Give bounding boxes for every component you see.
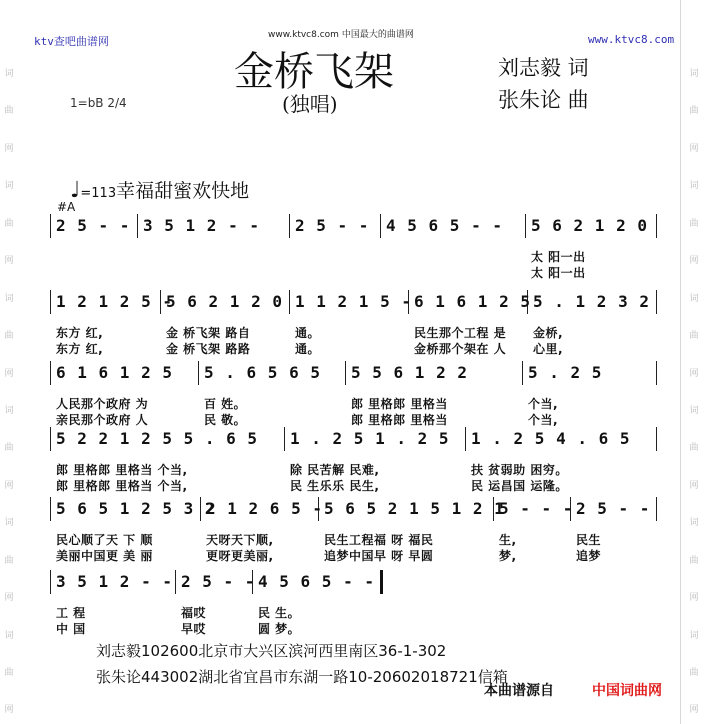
- final-barline: [380, 570, 383, 594]
- measure-notes: 4 5 6 5 - -: [386, 216, 503, 235]
- lyric-verse-1: 生,: [499, 533, 517, 547]
- lyric-verse-2: 通。: [295, 342, 321, 356]
- lyric-verse-2: 更呀更美丽,: [206, 549, 274, 563]
- barline: [50, 214, 51, 238]
- lyric-verse-2: 追梦: [576, 549, 602, 563]
- barline: [525, 214, 526, 238]
- side-watermark-char: 网: [689, 593, 699, 604]
- lyric-verse-2: 金 桥飞架 路路: [166, 342, 251, 356]
- lyric-verse-1: 福哎: [181, 606, 207, 620]
- side-watermark-char: 网: [4, 480, 14, 491]
- measure-notes: 2 5 - -: [576, 499, 651, 518]
- measure-notes: 3 5 1 2 - -: [56, 572, 173, 591]
- barline: [656, 497, 657, 521]
- barline: [137, 214, 138, 238]
- side-watermark-char: 曲: [4, 443, 14, 454]
- lyric-verse-2: 圆 梦。: [258, 622, 301, 636]
- side-watermark-char: 曲: [4, 106, 14, 117]
- lyric-verse-1: 金 桥飞架 路自: [166, 326, 251, 340]
- side-watermark-char: 曲: [689, 331, 699, 342]
- measure-notes: 1 . 2 5 1 . 2 5: [290, 429, 450, 448]
- measure-notes: 2 1 2 6 5 -: [206, 499, 323, 518]
- lyric-verse-2: 亲民那个政府 人: [56, 413, 149, 427]
- lyric-verse-1: 民生那个工程 是: [414, 326, 507, 340]
- tempo-text: 幸福甜蜜欢快地: [116, 180, 250, 202]
- lyric-verse-2: 金桥那个架在 人: [414, 342, 507, 356]
- lyric-verse-1: 郎 里格郎 里格当 个当,: [56, 463, 188, 477]
- lyric-verse-1: 太 阳一出: [531, 250, 586, 264]
- watermark-left: ktv查吧曲谱网: [34, 35, 109, 48]
- side-watermark-char: 网: [689, 256, 699, 267]
- lyric-verse-2: 美丽中国更 美 丽: [56, 549, 153, 563]
- barline: [465, 427, 466, 451]
- barline: [522, 361, 523, 385]
- modulation-mark: #A: [57, 200, 76, 214]
- side-watermark-char: 网: [4, 705, 14, 716]
- lyric-verse-1: 人民那个政府 为: [56, 397, 149, 411]
- side-watermark-char: 词: [4, 69, 14, 79]
- measure-notes: 6 1 6 1 2 5: [56, 363, 173, 382]
- composer-credit: 张朱论 曲: [498, 88, 589, 112]
- side-watermark-char: 词: [4, 518, 14, 529]
- lyric-verse-1: 东方 红,: [56, 326, 104, 340]
- measure-notes: 2 5 - -: [181, 572, 256, 591]
- barline: [50, 570, 51, 594]
- barline: [656, 214, 657, 238]
- measure-notes: 1 2 1 2 5 -: [56, 292, 173, 311]
- side-watermark-char: 网: [4, 256, 14, 267]
- side-watermark-char: 词: [4, 630, 14, 641]
- lyric-verse-1: 民生: [576, 533, 602, 547]
- measure-notes: 5 . 6 5 6 5: [204, 363, 321, 382]
- song-subtitle: (独唱): [282, 92, 338, 116]
- lyricist-credit: 刘志毅 词: [498, 56, 589, 80]
- measure-notes: 5 . 1 2 3 2: [533, 292, 650, 311]
- side-watermark-char: 曲: [689, 106, 699, 117]
- tempo-number: =113: [80, 186, 117, 201]
- measure-notes: 5 2 2 1 2 5 5 . 6 5: [56, 429, 259, 448]
- side-watermark-char: 词: [689, 630, 699, 641]
- measure-notes: 4 5 6 5 - -: [258, 572, 375, 591]
- tempo-marking: [70, 176, 249, 203]
- side-watermark-char: 网: [689, 480, 699, 491]
- lyric-verse-2: 民 生乐乐 民生,: [290, 479, 380, 493]
- side-watermark-char: 曲: [4, 668, 14, 678]
- side-watermark-char: 词: [689, 405, 699, 416]
- lyric-verse-1: 百 姓。: [204, 397, 247, 411]
- barline: [345, 361, 346, 385]
- lyric-verse-1: 民心顺了天 下 顺: [56, 533, 153, 547]
- lyric-verse-2: 梦,: [499, 549, 517, 563]
- side-watermark-char: 词: [689, 181, 699, 192]
- lyric-verse-2: 郎 里格郎 里格当: [351, 413, 448, 427]
- side-watermark-char: 词: [4, 405, 14, 416]
- measure-notes: 1 . 2 5 4 . 6 5: [471, 429, 631, 448]
- lyric-verse-1: 民生工程福 呀 福民: [324, 533, 434, 547]
- measure-notes: 6 1 6 1 2 5: [414, 292, 531, 311]
- barline: [284, 427, 285, 451]
- barline: [175, 570, 176, 594]
- barline: [656, 290, 657, 314]
- measure-notes: 3 5 1 2 - -: [143, 216, 260, 235]
- lyric-verse-1: 通。: [295, 326, 321, 340]
- composer-address: 张朱论443002湖北省宜昌市东湖一路10-20602018721信箱: [96, 668, 508, 686]
- barline: [50, 427, 51, 451]
- measure-notes: 5 6 2 1 2 0: [531, 216, 648, 235]
- lyric-verse-2: 中 国: [56, 622, 86, 636]
- lyric-verse-2: 追梦中国早 呀 早圆: [324, 549, 434, 563]
- side-watermark-char: 网: [4, 143, 14, 154]
- measure-notes: 5 6 5 2 1 5 1 2 1: [324, 499, 505, 518]
- barline: [380, 214, 381, 238]
- barline: [198, 361, 199, 385]
- lyric-verse-1: 郎 里格郎 里格当: [351, 397, 448, 411]
- lyric-verse-1: 金桥,: [533, 326, 564, 340]
- side-watermark-char: 曲: [689, 555, 699, 566]
- lyric-verse-1: 扶 贫弱助 困穷。: [471, 463, 568, 477]
- side-watermark-char: 词: [689, 518, 699, 529]
- measure-notes: 2 5 - -: [295, 216, 370, 235]
- watermark-center-text: 中国最大的曲谱网: [341, 30, 414, 40]
- lyric-verse-2: 东方 红,: [56, 342, 104, 356]
- lyric-verse-2: 早哎: [181, 622, 207, 636]
- lyric-verse-2: 民 运昌国 运隆。: [471, 479, 568, 493]
- barline: [50, 290, 51, 314]
- lyricist-address: 刘志毅102600北京市大兴区滨河西里南区36-1-302: [96, 642, 447, 660]
- barline: [656, 361, 657, 385]
- measure-notes: 5 5 6 1 2 2: [351, 363, 468, 382]
- side-watermark-char: 曲: [689, 668, 699, 678]
- lyric-verse-2: 心里,: [533, 342, 564, 356]
- side-watermark-char: 曲: [4, 331, 14, 342]
- lyric-verse-2: 太 阳一出: [531, 266, 586, 280]
- lyric-verse-1: 工 程: [56, 606, 86, 620]
- lyric-verse-1: 民 生。: [258, 606, 301, 620]
- source-site: 中国词曲网: [592, 683, 662, 699]
- lyric-verse-1: 天呀天下顺,: [206, 533, 274, 547]
- side-watermark-char: 网: [689, 143, 699, 154]
- lyric-verse-1: 个当,: [528, 397, 559, 411]
- side-watermark-char: 词: [4, 293, 14, 304]
- watermark-center: [268, 27, 414, 40]
- side-watermark-char: 曲: [689, 443, 699, 454]
- side-watermark-char: 网: [4, 593, 14, 604]
- measure-notes: 2 5 - -: [56, 216, 131, 235]
- key-signature: 1=bB 2/4: [70, 96, 127, 110]
- measure-notes: 5 6 2 1 2 0: [166, 292, 283, 311]
- side-watermark-left: [3, 70, 15, 716]
- barline: [289, 214, 290, 238]
- measure-notes: 5 . 2 5: [528, 363, 603, 382]
- barline: [289, 290, 290, 314]
- measure-notes: 1 1 2 1 5 -: [295, 292, 412, 311]
- measure-notes: 5 - - -: [499, 499, 574, 518]
- barline: [50, 497, 51, 521]
- lyric-verse-2: 民 敬。: [204, 413, 247, 427]
- quarter-note-icon: ♩: [70, 178, 81, 203]
- side-watermark-char: 网: [689, 368, 699, 379]
- side-watermark-char: 词: [689, 69, 699, 79]
- source-label: 本曲谱源自: [484, 683, 554, 699]
- page-frame-line: [680, 0, 681, 724]
- barline: [656, 427, 657, 451]
- side-watermark-char: 曲: [4, 555, 14, 566]
- lyric-verse-2: 个当,: [528, 413, 559, 427]
- side-watermark-char: 词: [4, 181, 14, 192]
- song-title: 金桥飞架: [234, 49, 394, 95]
- side-watermark-char: 网: [689, 705, 699, 716]
- side-watermark-char: 曲: [689, 218, 699, 229]
- measure-notes: 5 6 5 1 2 5 3 2: [56, 499, 216, 518]
- side-watermark-char: 网: [4, 368, 14, 379]
- side-watermark-char: 曲: [4, 218, 14, 229]
- lyric-verse-2: 郎 里格郎 里格当 个当,: [56, 479, 188, 493]
- side-watermark-right: [688, 70, 700, 716]
- watermark-center-url: www.ktvc8.com: [268, 30, 339, 40]
- watermark-right: www.ktvc8.com: [588, 33, 675, 46]
- barline: [50, 361, 51, 385]
- side-watermark-char: 词: [689, 293, 699, 304]
- lyric-verse-1: 除 民苦解 民难,: [290, 463, 380, 477]
